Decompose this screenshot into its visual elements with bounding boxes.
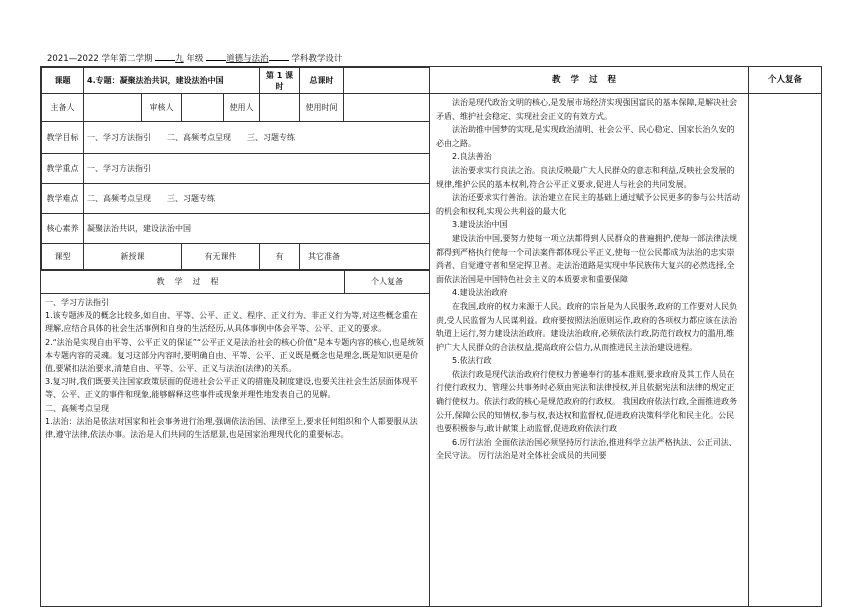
right-process-body bbox=[430, 94, 821, 606]
lesson-plan-table bbox=[40, 66, 822, 607]
right-paragraph: 4.建设法治政府 bbox=[452, 288, 508, 298]
core-literacy-value: 凝聚法治共识，建设法治中国 bbox=[84, 214, 430, 244]
courseware-label: 有无课件 bbox=[182, 244, 260, 270]
right-paragraph: 6.厉行法治 全面依法治国必须坚持厉行法治,推进科学立法严格执法、公正司法、全民守法。 厉行法治是对全体社会成员的共同要 bbox=[436, 437, 737, 461]
goal-label: 教学目标 bbox=[42, 122, 84, 154]
lesson-count: 第 1 课时 bbox=[260, 68, 300, 94]
right-paragraph: 依法行政是现代法治政府行使权力普遍奉行的基本准则,要求政府及其工作人员在行使行政权力、管理公共事务时必须由宪法和法律授权,并且依据宪法和法律的规定正确行使权力。依法行政的核心是规范政府的行政权。 我国政府依法行政,全面推进政务公开,保障公民的知情权,参与权,表达权和监督权,促进政府决策科学化和民主化。公民也要积极参与,敢计献策上动监督,促进政府依法行政 bbox=[436, 369, 738, 434]
document-header bbox=[47, 52, 467, 66]
left-paragraph: 一、学习方法指引 bbox=[45, 298, 109, 307]
other-prep-label: 其它准备 bbox=[300, 244, 430, 270]
left-paragraph: 1.该专题涉及的概念比较多,如自由、平等、公平、正义、程序、正义行为、非正义行为等,对这些概念重在理解,应结合具体的社会生活事例和自身的生活经历,从具体事例中体会平等、公平、正义的要求。 bbox=[45, 311, 418, 334]
right-paragraph: 建设法治中国,要努力使每一项立法都得到人民群众的普遍拥护,使每一部法律法规都得到严格执行使每一个司法案件都体现公平正义,使每一位公民都成为法治的忠实崇尚者、自觉遵守者和坚定捍卫者。走法治道路是实现中华民族伟大复兴的必然选择,全面依法治国是中国特色社会主义的本质要求和重要保障 bbox=[436, 233, 738, 284]
right-process-header bbox=[430, 67, 821, 94]
user-label: 使用人 bbox=[224, 94, 260, 122]
right-paragraph: 法治还要求实行善治。法治建立在民主的基础上通过赋予公民更多的参与公共活动的机会和权利,实现公共利益的最大化 bbox=[436, 193, 740, 216]
design-title: 学科教学设计 bbox=[291, 54, 343, 64]
subject: 道德与法治 bbox=[226, 54, 269, 64]
right-process-content bbox=[430, 94, 748, 606]
right-paragraph: 5.依法行政 bbox=[452, 356, 492, 366]
core-literacy-label: 核心素养 bbox=[42, 214, 84, 244]
right-process-title: 教学过程 bbox=[551, 75, 626, 85]
left-paragraph: 3.复习时,我们既要关注国家政策层面的促进社会公平正义的措施及制度建设,也要关注社会生活层面体现平等、公平、正义的事件和现象,能够解释这些事件或现象并理性地发表自己的见解。 bbox=[45, 377, 418, 400]
left-process-header bbox=[41, 270, 429, 294]
left-panel bbox=[41, 67, 430, 607]
preparer-value bbox=[84, 94, 142, 122]
lesson-type-value: 新授课 bbox=[84, 244, 182, 270]
right-paragraph: 2.良法善治 bbox=[452, 152, 492, 162]
total-lessons-value bbox=[344, 68, 430, 94]
personal-review-column bbox=[748, 94, 821, 606]
topic-value: 4.专题：凝聚法治共识，建设法治中国 bbox=[84, 68, 260, 94]
right-paragraph: 法治是现代政治文明的核心,是发展市场经济实现强国富民的基本保障,是解决社会矛盾、维护社会稳定、实现社会正义的有效方式。 bbox=[436, 98, 738, 121]
school-year: 2021—2022 学年第二学期 bbox=[47, 54, 153, 64]
use-time-label: 使用时间 bbox=[300, 94, 344, 122]
left-process-title: 教学过程 bbox=[156, 277, 229, 286]
right-paragraph: 法治要求实行良法之治。良法反映最广大人民群众的意志和利益,反映社会发展的规律,维护公民的基本权利,符合公平正义要求,促进人与社会的共同发展。 bbox=[436, 165, 735, 189]
reviewer-label: 审核人 bbox=[142, 94, 182, 122]
left-paragraph: 1.法治：法治是依法对国家和社会事务进行治理,强调依法治国、法律至上,要求任何组织和个人都要服从法律,遵守法律,依法办事。法治是人们共同的生活愿景,也是国家治理现代化的重要标志。 bbox=[45, 416, 418, 440]
use-time-value bbox=[344, 94, 430, 122]
right-paragraph: 法治助推中国梦的实现,是实现政治清明、社会公平、民心稳定、国家长治久安的必由之路。 bbox=[436, 125, 735, 148]
left-paragraph: 2.“法治是实现自由平等、公平正义的保证”“公平正义是法治社会的核心价值”是本专题内容的核心,也是统领本专题内容的灵魂。复习这部分内容时,要明确自由、平等、公平、正义既是概念也是理念,既是知识更是价值,要紧扣法治要求,清楚自由、平等、公平、正义与法治(法律)的关系。 bbox=[45, 337, 424, 374]
preparer-label: 主备人 bbox=[42, 94, 84, 122]
right-paragraph: 在我国,政府的权力来源于人民。政府的宗旨是为人民服务,政府的工作要对人民负责,受人民监督为人民谋利益。政府要按照法治原则运作,政府的各项权力都应该在法治轨道上运行,努力建设法治政府。建设法治政府,必须依法行政,防范行政权力的滥用,维护广大人民群众的合法权益,提高政府公信力,从而推进民主法治建设进程。 bbox=[436, 301, 738, 352]
focus-label: 教学重点 bbox=[42, 154, 84, 184]
reviewer-value bbox=[182, 94, 224, 122]
left-personal-review-label: 个人复备 bbox=[344, 271, 429, 293]
goal-value: 一、学习方法指引 二、高频考点呈现 三、习题专练 bbox=[84, 122, 430, 154]
difficulty-label: 教学难点 bbox=[42, 184, 84, 214]
topic-label: 课题 bbox=[42, 68, 84, 94]
grade: 九 bbox=[175, 54, 184, 64]
right-personal-review-label: 个人复备 bbox=[748, 67, 821, 93]
left-process-content bbox=[41, 294, 429, 443]
courseware-value: 有 bbox=[260, 244, 300, 270]
user-value bbox=[260, 94, 300, 122]
left-paragraph: 二、高频考点呈现 bbox=[45, 403, 109, 413]
info-table bbox=[41, 67, 430, 270]
right-panel bbox=[430, 67, 822, 607]
lesson-type-label: 课型 bbox=[42, 244, 84, 270]
grade-suffix: 年级 bbox=[186, 54, 204, 64]
right-paragraph: 3.建设法治中国 bbox=[452, 220, 508, 230]
focus-value: 一、学习方法指引 bbox=[84, 154, 430, 184]
total-lessons-label: 总课时 bbox=[300, 68, 344, 94]
difficulty-value: 二、高频考点呈现 三、习题专练 bbox=[84, 184, 430, 214]
